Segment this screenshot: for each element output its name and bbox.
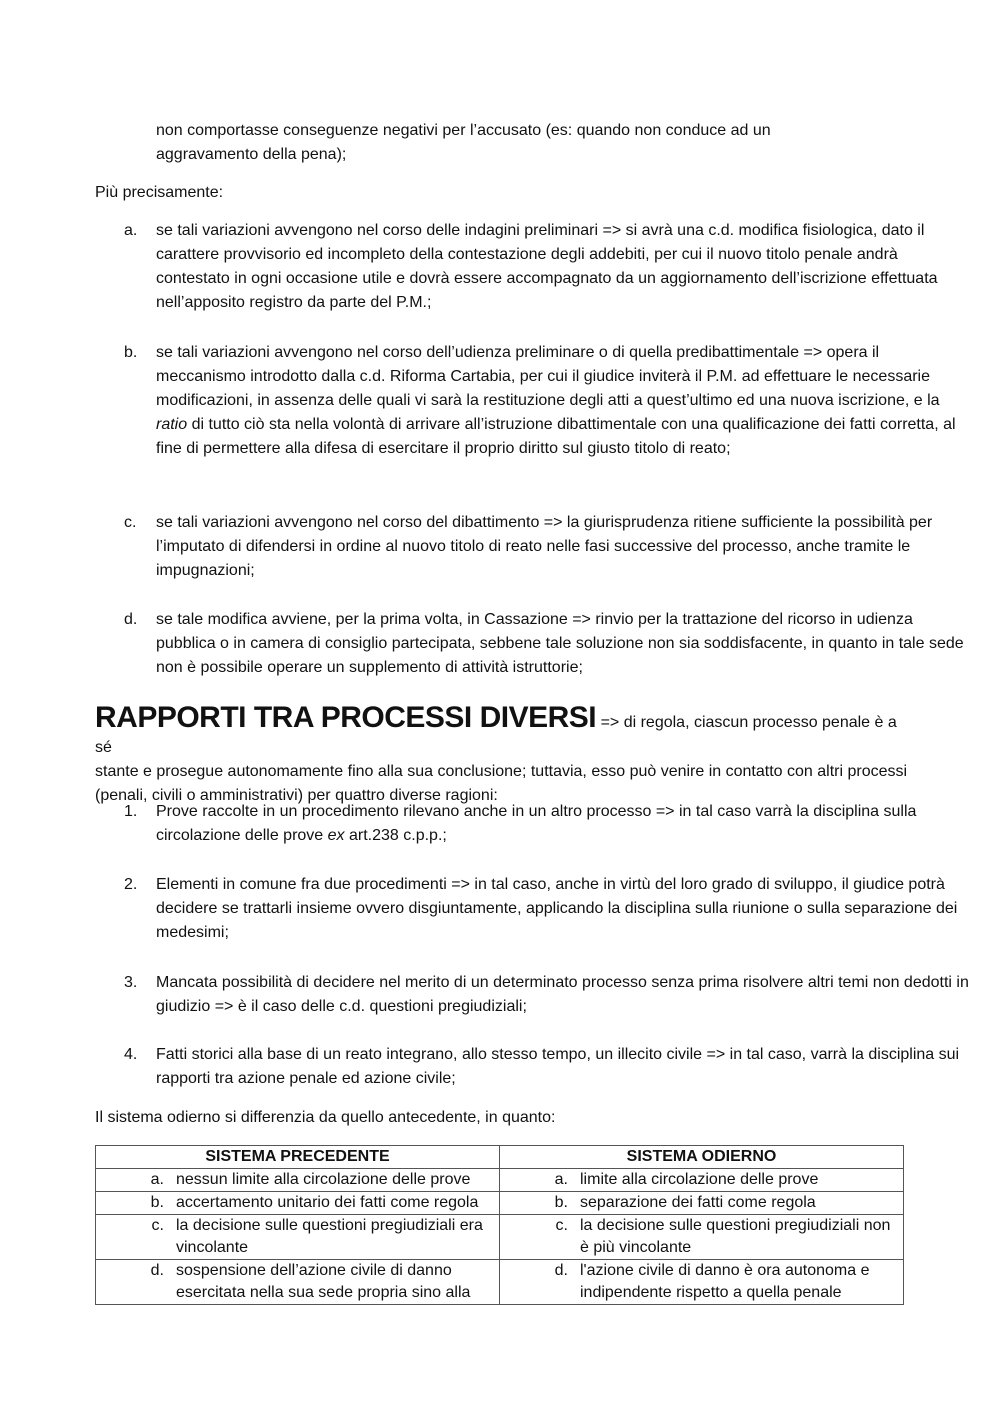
list-item [95,608,971,680]
list-item [95,971,971,1019]
cell-text: separazione dei fatti come regola [580,1194,816,1211]
list-marker: a. [124,222,138,239]
list-marker: c. [124,514,137,531]
list-item-text: se tali variazioni avvengono nel corso delle indagini preliminari => si avrà una c.d. modifica fisiologica, dato il carattere provvisorio ed incompleto della contestazione degli addebiti, per cui il nuovo titolo penale andrà contestato in ogni occasione utile e dovrà essere accompagnato da un aggiornamento dell’iscrizione effettuata nell’apposito registro da parte del P.M.; [156,222,938,311]
table-row [96,1169,904,1192]
italic-term: ratio [156,416,188,433]
cell-text: l'azione civile di danno è ora autonoma e indipendente rispetto a quella penale [580,1262,870,1301]
table-cell [96,1260,500,1305]
cell-text: la decisione sulle questioni pregiudiziali era vincolante [176,1217,483,1256]
cell-marker: d. [554,1262,568,1279]
cell-marker: b. [150,1194,164,1211]
precisely-label: Più precisamente: [95,184,224,201]
cell-text: accertamento unitario dei fatti come regola [176,1194,479,1211]
list-marker: 4. [124,1046,138,1063]
list-item-text: Fatti storici alla base di un reato integrano, allo stesso tempo, un illecito civile => in tal caso, varrà la disciplina sui rapporti tra azione penale ed azione civile; [156,1046,960,1087]
list-item-text: Mancata possibilità di decidere nel merito di un determinato processo senza prima risolvere altri temi non dedotti in giudizio => è il caso delle c.d. questioni pregiudiziali; [156,974,969,1015]
table-row [96,1192,904,1215]
list-item [95,219,971,315]
table-cell [500,1260,904,1305]
cell-marker: b. [554,1194,568,1211]
section-heading: RAPPORTI TRA PROCESSI DIVERSI [95,701,597,734]
table-row [96,1260,904,1305]
section-intro [95,700,910,808]
cell-marker: d. [150,1262,164,1279]
list-item [95,1043,971,1091]
intro-line: aggravamento della pena); [156,146,347,163]
list-item-text: Prove raccolte in un procedimento rilevano anche in un altro processo => in tal caso varrà la disciplina sulla circolazione delle prove ex art.238 c.p.p.; [156,803,917,844]
table-cell [500,1169,904,1192]
table-cell [96,1215,500,1260]
list-item [95,873,971,945]
intro-continuation [156,119,916,167]
comparison-intro: Il sistema odierno si differenzia da quello antecedente, in quanto: [95,1109,556,1126]
cell-marker: a. [150,1171,164,1188]
cell-text: la decisione sulle questioni pregiudiziali non è più vincolante [580,1217,891,1256]
intro-line: non comportasse conseguenze negativi per l’accusato (es: quando non conduce ad un [156,122,771,139]
section-intro-text: stante e prosegue autonomamente fino alla sua conclusione; tuttavia, esso può venire in contatto con altri processi (penali, civili o amministrativi) per quattro diverse ragioni: [95,763,908,804]
list-marker: d. [124,611,138,628]
cell-text: nessun limite alla circolazione delle prove [176,1171,471,1188]
cell-marker: a. [554,1171,568,1188]
cell-marker: c. [151,1217,164,1234]
table-cell [500,1192,904,1215]
table-cell [96,1192,500,1215]
list-item-text: Elementi in comune fra due procedimenti => in tal caso, anche in virtù del loro grado di sviluppo, il giudice potrà decidere se trattarli insieme ovvero disgiuntamente, applicando la disciplina sulla riunione o sulla separazione dei medesimi; [156,876,958,941]
list-item-text: se tali variazioni avvengono nel corso dell’udienza preliminare o di quella predibattimentale => opera il meccanismo introdotto dalla c.d. Riforma Cartabia, per cui il giudice inviterà il P.M. ad effettuare le necessarie modificazioni, in assenza delle quali vi sarà la restituzione degli atti a quest’ultimo ed una nuova iscrizione, e la ratio di tutto ciò sta nella volontà di arrivare all’istruzione dibattimentale con una qualificazione dei fatti corretta, al fine di permettere alla difesa di esercitare il proprio diritto sul giusto titolo di reato; [156,344,956,457]
table-cell [96,1169,500,1192]
section-heading-tail: => di regola, ciascun processo penale è a sé [95,714,897,756]
table-header-row [96,1146,904,1169]
table-header-cell: SISTEMA PRECEDENTE [96,1146,500,1169]
list-marker: b. [124,344,138,361]
cell-marker: c. [555,1217,568,1234]
table-cell [500,1215,904,1260]
comparison-table [95,1145,904,1305]
list-item-text: se tali variazioni avvengono nel corso del dibattimento => la giurisprudenza ritiene sufficiente la possibilità per l’imputato di difendersi in ordine al nuovo titolo di reato nelle fasi successive del processo, anche tramite le impugnazioni; [156,514,933,579]
list-marker: 2. [124,876,138,893]
list-marker: 3. [124,974,138,991]
cell-text: limite alla circolazione delle prove [580,1171,819,1188]
list-item-text: se tale modifica avviene, per la prima volta, in Cassazione => rinvio per la trattazione del ricorso in udienza pubblica o in camera di consiglio partecipata, sebbene tale soluzione non sia soddisfacente, in quanto in tale sede non è possibile operare un supplemento di attività istruttorie; [156,611,964,676]
table-row [96,1215,904,1260]
list-item [95,800,971,848]
list-item [95,511,971,583]
table-header-cell: SISTEMA ODIERNO [500,1146,904,1169]
italic-term: ex [327,827,345,844]
list-marker: 1. [124,803,138,820]
cell-text: sospensione dell’azione civile di danno esercitata nella sua sede propria sino alla [176,1262,471,1301]
list-item [95,341,971,461]
